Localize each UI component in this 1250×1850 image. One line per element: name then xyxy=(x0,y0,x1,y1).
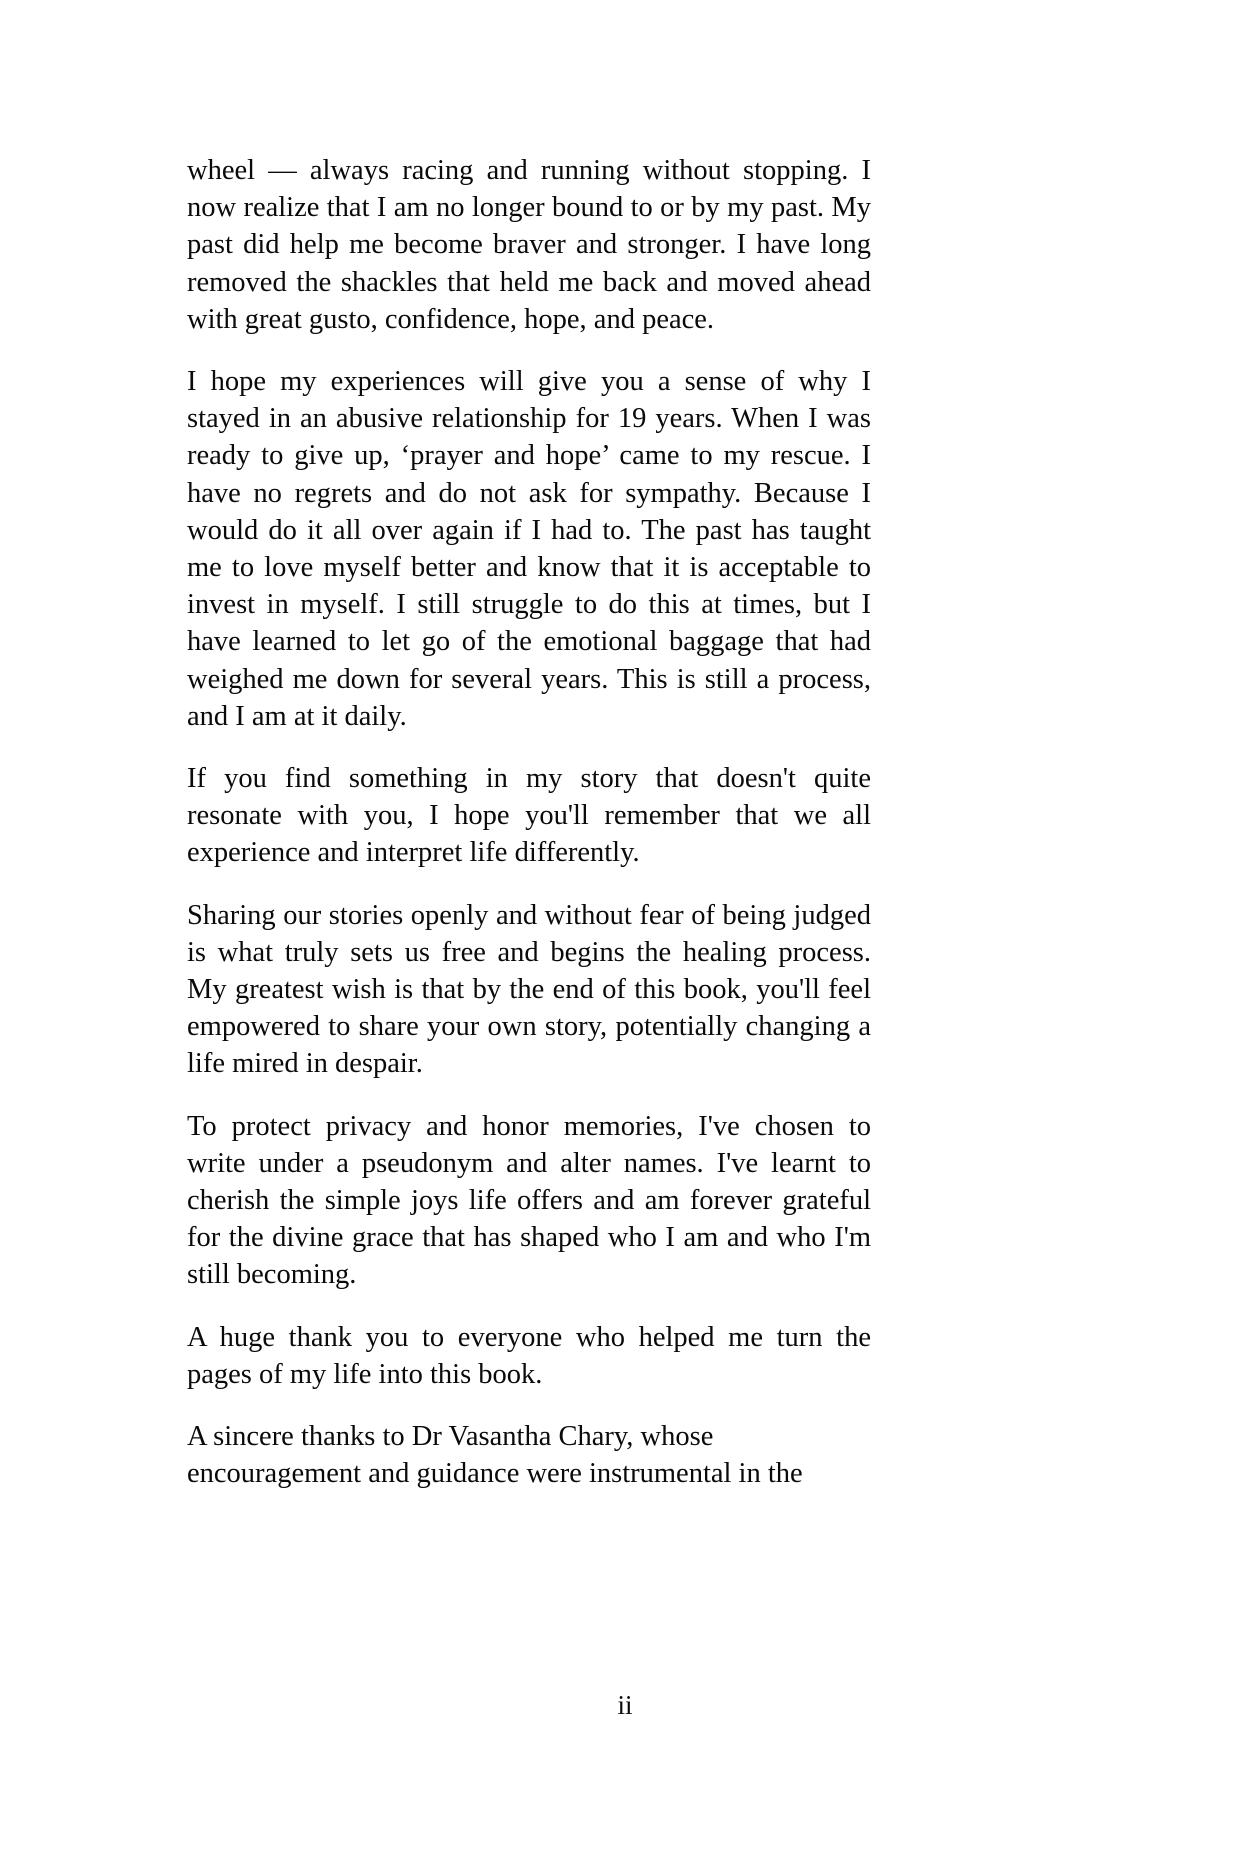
page-number: ii xyxy=(617,1690,633,1720)
paragraph: wheel — always racing and running without stopping. I now realize that I am no longer bound to or by my past. My past did help me become braver and stronger. I have long removed the shackles that held me back and moved ahead with great gusto, confidence, hope, and peace. xyxy=(187,155,871,335)
paragraph: Sharing our stories openly and without fear of being judged is what truly sets us free and begins the healing process. My greatest wish is that by the end of this book, you'll feel empowered to share your own story, potentially changing a life mired in despair. xyxy=(187,899,871,1080)
paragraph: I hope my experiences will give you a sense of why I stayed in an abusive relationship for 19 years. When I was ready to give up, ‘prayer and hope’ came to my rescue. I have no regrets and do not ask for sympathy. Because I would do it all over again if I had to. The past has taught me to love myself better and know that it is acceptable to invest in myself. I still struggle to do this at times, but I have learned to let go of the emotional baggage that had weighed me down for several years. This is still a process, and I am at it daily. xyxy=(187,366,871,732)
paragraph: If you find something in my story that doesn't quite resonate with you, I hope you'll remember that we all experience and interpret life differently. xyxy=(187,763,871,869)
paragraph: To protect privacy and honor memories, I've chosen to write under a pseudonym and alter names. I've learnt to cherish the simple joys life offers and am forever grateful for the divine grace that has shaped who I am and who I'm still becoming. xyxy=(187,1110,871,1291)
paragraph: A huge thank you to everyone who helped me turn the pages of my life into this book. xyxy=(187,1321,871,1390)
body-text-column xyxy=(187,152,871,1493)
paragraph: A sincere thanks to Dr Vasantha Chary, whose encouragement and guidance were instrumental in the xyxy=(187,1421,803,1490)
